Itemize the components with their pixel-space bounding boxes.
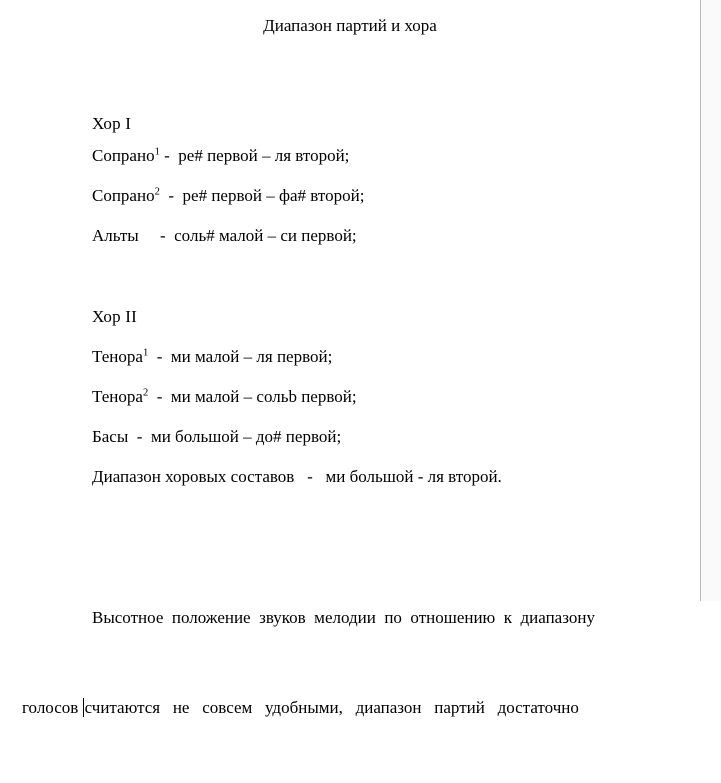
total-range-value: ми большой - ля второй. [325,467,502,486]
separator: - [159,186,183,205]
total-choral-range [92,465,502,489]
paragraph-line-1: Высотное положение звуков мелодии по отношению к диапазону [92,608,595,627]
text-cursor-caret [83,698,84,717]
separator: - [148,347,171,366]
range-value: ре# первой – ля второй; [178,146,350,165]
voice-range-alto [92,224,357,248]
range-value: соль# малой – си первой; [174,226,357,245]
voice-range-tenor-1 [92,345,332,369]
section-heading-chorus-1: Хор I [92,114,132,133]
voice-label: Альты [92,226,139,245]
range-value: ми малой – ля первой; [170,347,333,366]
range-value: ми малой – сольb первой; [170,387,357,406]
page-gutter [701,0,721,601]
voice-superscript: 2 [142,387,149,399]
separator: - [138,226,175,245]
section-heading-chorus-2: Хор II [92,307,137,326]
separator: - [148,387,171,406]
voice-label: Басы [92,427,129,446]
voice-range-bass [92,425,341,449]
separator: - [159,146,179,165]
voice-label: Тенора [92,347,143,366]
paragraph-text-after-caret: считаются не совсем удобными, диапазон партий достаточно [84,698,579,717]
voice-label: Сопрано [92,146,155,165]
voice-range-tenor-2 [92,385,357,409]
voice-label: Сопрано [92,186,155,205]
range-value: ре# первой – фа# второй; [182,186,365,205]
voice-label: Тенора [92,387,143,406]
voice-range-soprano-2 [92,184,364,208]
paragraph-line-2 [22,693,668,723]
voice-superscript: 1 [154,146,160,158]
separator: - [294,467,326,486]
page-title: Диапазон партий и хора [263,16,437,35]
separator: - [128,427,151,446]
body-paragraph[interactable] [22,543,668,783]
voice-range-soprano-1 [92,144,349,168]
voice-superscript: 1 [142,347,149,359]
voice-superscript: 2 [154,186,160,198]
range-value: ми большой – до# первой; [150,427,342,446]
paragraph-text-before-caret: голосов [22,698,83,717]
total-range-label: Диапазон хоровых составов [92,467,295,486]
